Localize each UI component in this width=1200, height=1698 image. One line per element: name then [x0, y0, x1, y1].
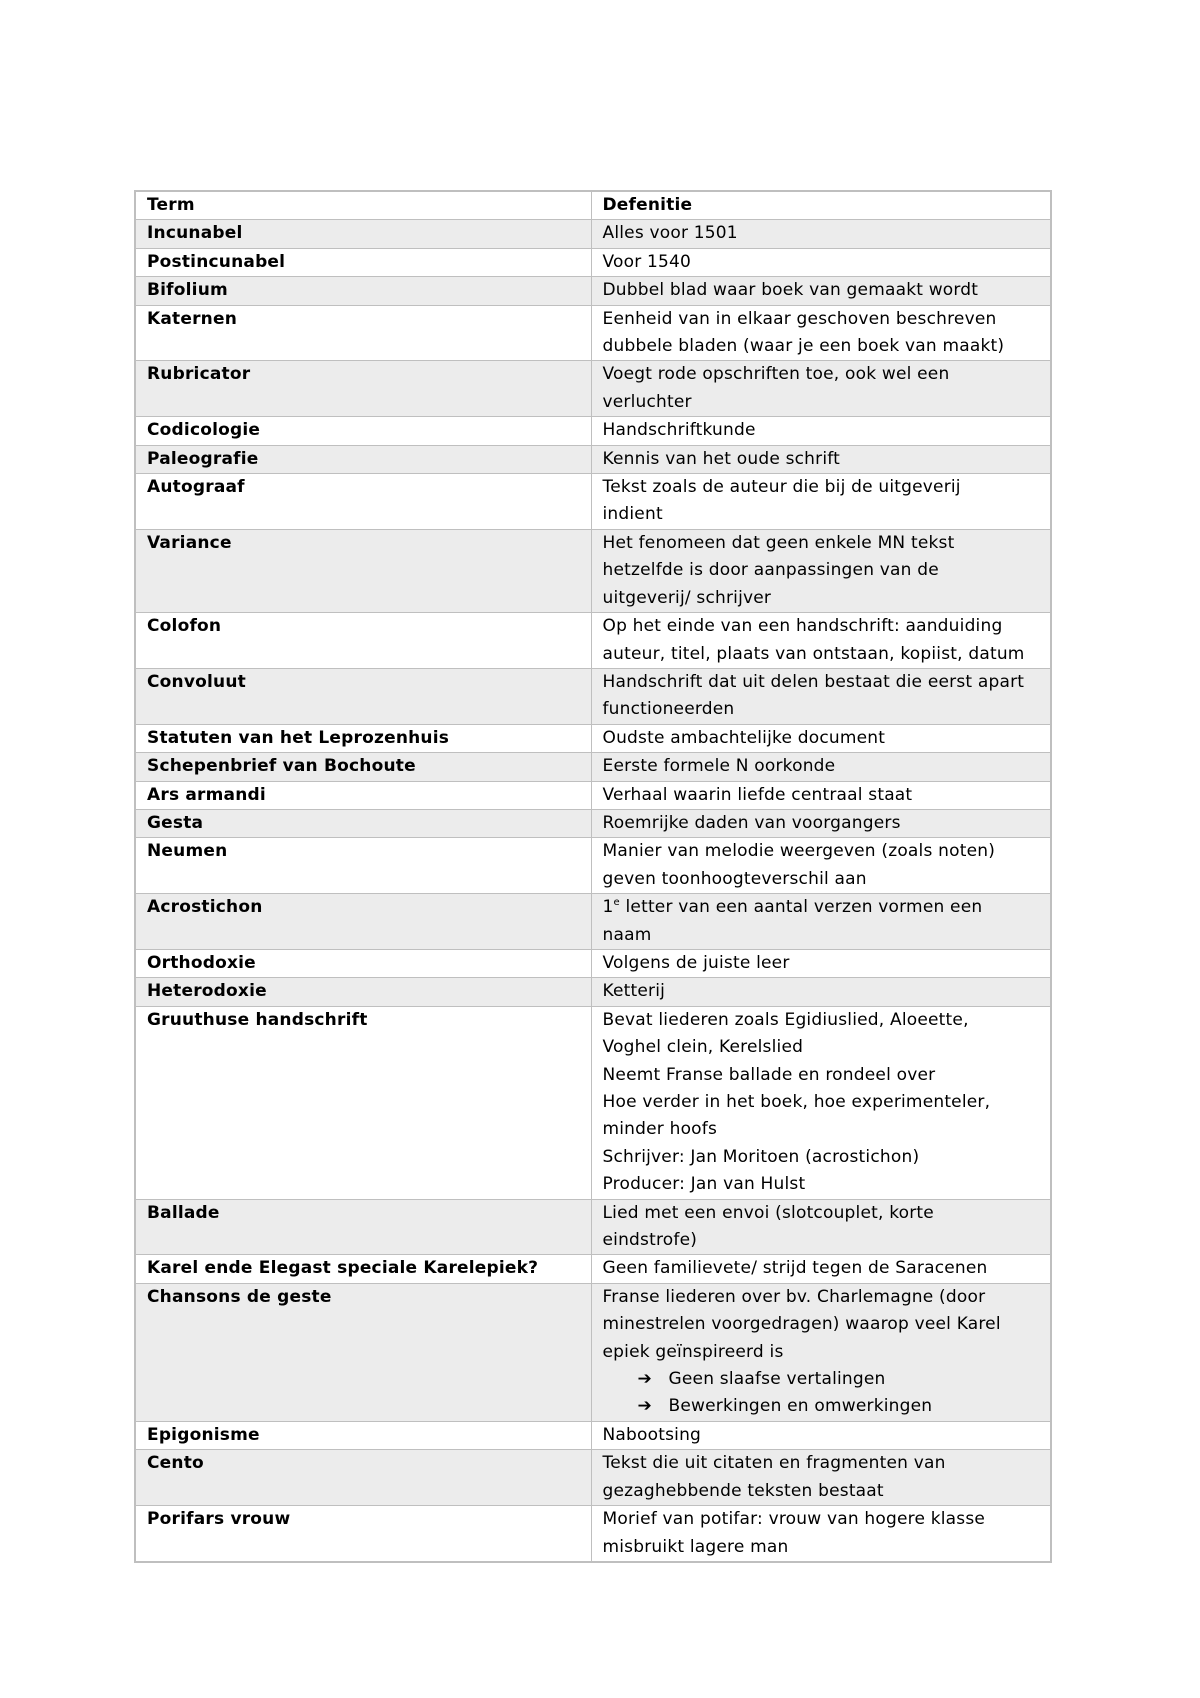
definition-cell: Oudste ambachtelijke document [591, 724, 1051, 752]
right-arrow-icon: ➔ [637, 1396, 652, 1417]
term-cell: Acrostichon [135, 894, 591, 950]
bullet-item [603, 1366, 1043, 1393]
definition-line: Franse liederen over bv. Charlemagne (door [602, 1286, 986, 1307]
definition-line: misbruikt lagere man [602, 1536, 789, 1557]
table-row [135, 445, 1051, 473]
term-cell: Katernen [135, 305, 591, 361]
table-row [135, 613, 1051, 669]
definition-cell: Verhaal waarin liefde centraal staat [591, 781, 1051, 809]
definition-line: hetzelfde is door aanpassingen van de [602, 560, 939, 581]
table-row [135, 949, 1051, 977]
glossary-table [134, 190, 1052, 1563]
term-cell: Paleografie [135, 445, 591, 473]
bullet-text: Geen slaafse vertalingen [668, 1369, 886, 1390]
term-cell: Postincunabel [135, 248, 591, 276]
definition-line: Eenheid van in elkaar geschoven beschreven [602, 308, 997, 329]
definition-line: Voghel clein, Kerelslied [602, 1037, 804, 1058]
definition-line: minder hoofs [602, 1119, 718, 1140]
table-row [135, 248, 1051, 276]
bullet-text: Bewerkingen en omwerkingen [668, 1396, 933, 1417]
definition-cell: Geen familievete/ strijd tegen de Saracenen [591, 1255, 1051, 1283]
table-row [135, 1006, 1051, 1199]
term-cell: Ballade [135, 1199, 591, 1255]
term-cell: Cento [135, 1450, 591, 1506]
definition-line: Producer: Jan van Hulst [602, 1174, 806, 1195]
definition-line: geven toonhoogteverschil aan [602, 868, 867, 889]
definition-cell: Ketterij [591, 978, 1051, 1006]
definition-line: indient [602, 504, 663, 525]
table-row [135, 781, 1051, 809]
definition-line: functioneerden [602, 699, 735, 720]
definition-line: Op het einde van een handschrift: aanduiding [602, 616, 1003, 637]
definition-cell [591, 1006, 1051, 1199]
definition-cell [591, 361, 1051, 417]
definition-line: Handschrift dat uit delen bestaat die eerst apart [602, 671, 1025, 692]
term-cell: Gruuthuse handschrift [135, 1006, 591, 1199]
definition-line: Schrijver: Jan Moritoen (acrostichon) [602, 1146, 920, 1167]
definition-line: Bevat liederen zoals Egidiuslied, Aloeette, [602, 1009, 969, 1030]
ordinal-number: 1 [602, 897, 614, 918]
term-cell: Variance [135, 529, 591, 612]
definition-text: letter van een aantal verzen vormen een [619, 897, 983, 918]
definition-line: eindstrofe) [602, 1230, 698, 1251]
definition-line: auteur, titel, plaats van ontstaan, kopiist, datum [602, 643, 1025, 664]
table-row [135, 1450, 1051, 1506]
table-row [135, 277, 1051, 305]
definition-line: Manier van melodie weergeven (zoals noten) [602, 841, 996, 862]
table-row [135, 724, 1051, 752]
table-row [135, 753, 1051, 781]
definition-cell: Nabootsing [591, 1421, 1051, 1449]
term-cell: Statuten van het Leprozenhuis [135, 724, 591, 752]
term-cell: Gesta [135, 809, 591, 837]
definition-cell [591, 474, 1051, 530]
header-term: Term [135, 191, 591, 220]
table-row [135, 529, 1051, 612]
term-cell: Codicologie [135, 417, 591, 445]
definition-line: naam [602, 924, 652, 945]
definition-cell [591, 838, 1051, 894]
definition-cell: Roemrijke daden van voorgangers [591, 809, 1051, 837]
definition-line [603, 894, 1043, 921]
definition-cell: Alles voor 1501 [591, 220, 1051, 248]
table-row [135, 1199, 1051, 1255]
definition-line: dubbele bladen (waar je een boek van maakt) [602, 336, 1005, 357]
term-cell: Chansons de geste [135, 1283, 591, 1421]
definition-cell [591, 668, 1051, 724]
definition-line: verluchter [602, 391, 692, 412]
table-row [135, 474, 1051, 530]
term-cell: Orthodoxie [135, 949, 591, 977]
table-header-row [135, 191, 1051, 220]
definition-cell [591, 613, 1051, 669]
definition-cell [591, 894, 1051, 950]
table-row [135, 1421, 1051, 1449]
definition-line: Tekst die uit citaten en fragmenten van [602, 1453, 946, 1474]
term-cell: Ars armandi [135, 781, 591, 809]
ordinal-suffix: e [613, 897, 620, 909]
table-row [135, 838, 1051, 894]
table-row [135, 361, 1051, 417]
definition-line: Lied met een envoi (slotcouplet, korte [602, 1202, 934, 1223]
table-row [135, 417, 1051, 445]
term-cell: Karel ende Elegast speciale Karelepiek? [135, 1255, 591, 1283]
definition-cell [591, 305, 1051, 361]
definition-line: epiek geïnspireerd is [602, 1341, 784, 1362]
definition-cell [591, 1450, 1051, 1506]
table-row [135, 305, 1051, 361]
definition-line: Voegt rode opschriften toe, ook wel een [602, 364, 950, 385]
header-definition: Defenitie [591, 191, 1051, 220]
table-row [135, 978, 1051, 1006]
right-arrow-icon: ➔ [637, 1369, 652, 1390]
term-cell: Schepenbrief van Bochoute [135, 753, 591, 781]
definition-cell: Voor 1540 [591, 248, 1051, 276]
table-row [135, 809, 1051, 837]
definition-line: Neemt Franse ballade en rondeel over [602, 1064, 936, 1085]
table-row [135, 1283, 1051, 1421]
definition-cell: Eerste formele N oorkonde [591, 753, 1051, 781]
definition-line: minestrelen voorgedragen) waarop veel Karel [602, 1314, 1001, 1335]
definition-cell: Kennis van het oude schrift [591, 445, 1051, 473]
definition-cell: Dubbel blad waar boek van gemaakt wordt [591, 277, 1051, 305]
term-cell: Incunabel [135, 220, 591, 248]
table-row [135, 220, 1051, 248]
table-row [135, 668, 1051, 724]
definition-line: Hoe verder in het boek, hoe experimenteler, [602, 1092, 991, 1112]
term-cell: Epigonisme [135, 1421, 591, 1449]
definition-cell: Volgens de juiste leer [591, 949, 1051, 977]
definition-line: Morief van potifar: vrouw van hogere klasse [602, 1509, 986, 1530]
table-row [135, 894, 1051, 950]
definition-cell [591, 1283, 1051, 1421]
definition-line: Het fenomeen dat geen enkele MN tekst [602, 532, 955, 553]
table-row [135, 1255, 1051, 1283]
term-cell: Neumen [135, 838, 591, 894]
definition-line: gezaghebbende teksten bestaat [602, 1480, 884, 1501]
bullet-item [603, 1393, 1043, 1420]
definition-cell [591, 1199, 1051, 1255]
term-cell: Colofon [135, 613, 591, 669]
definition-cell: Handschriftkunde [591, 417, 1051, 445]
term-cell: Rubricator [135, 361, 591, 417]
definition-line: Tekst zoals de auteur die bij de uitgeverij [602, 477, 961, 498]
definition-line: uitgeverij/ schrijver [602, 587, 772, 608]
definition-cell [591, 1506, 1051, 1562]
term-cell: Bifolium [135, 277, 591, 305]
term-cell: Autograaf [135, 474, 591, 530]
term-cell: Porifars vrouw [135, 1506, 591, 1562]
term-cell: Convoluut [135, 668, 591, 724]
definition-cell [591, 529, 1051, 612]
term-cell: Heterodoxie [135, 978, 591, 1006]
table-row [135, 1506, 1051, 1562]
